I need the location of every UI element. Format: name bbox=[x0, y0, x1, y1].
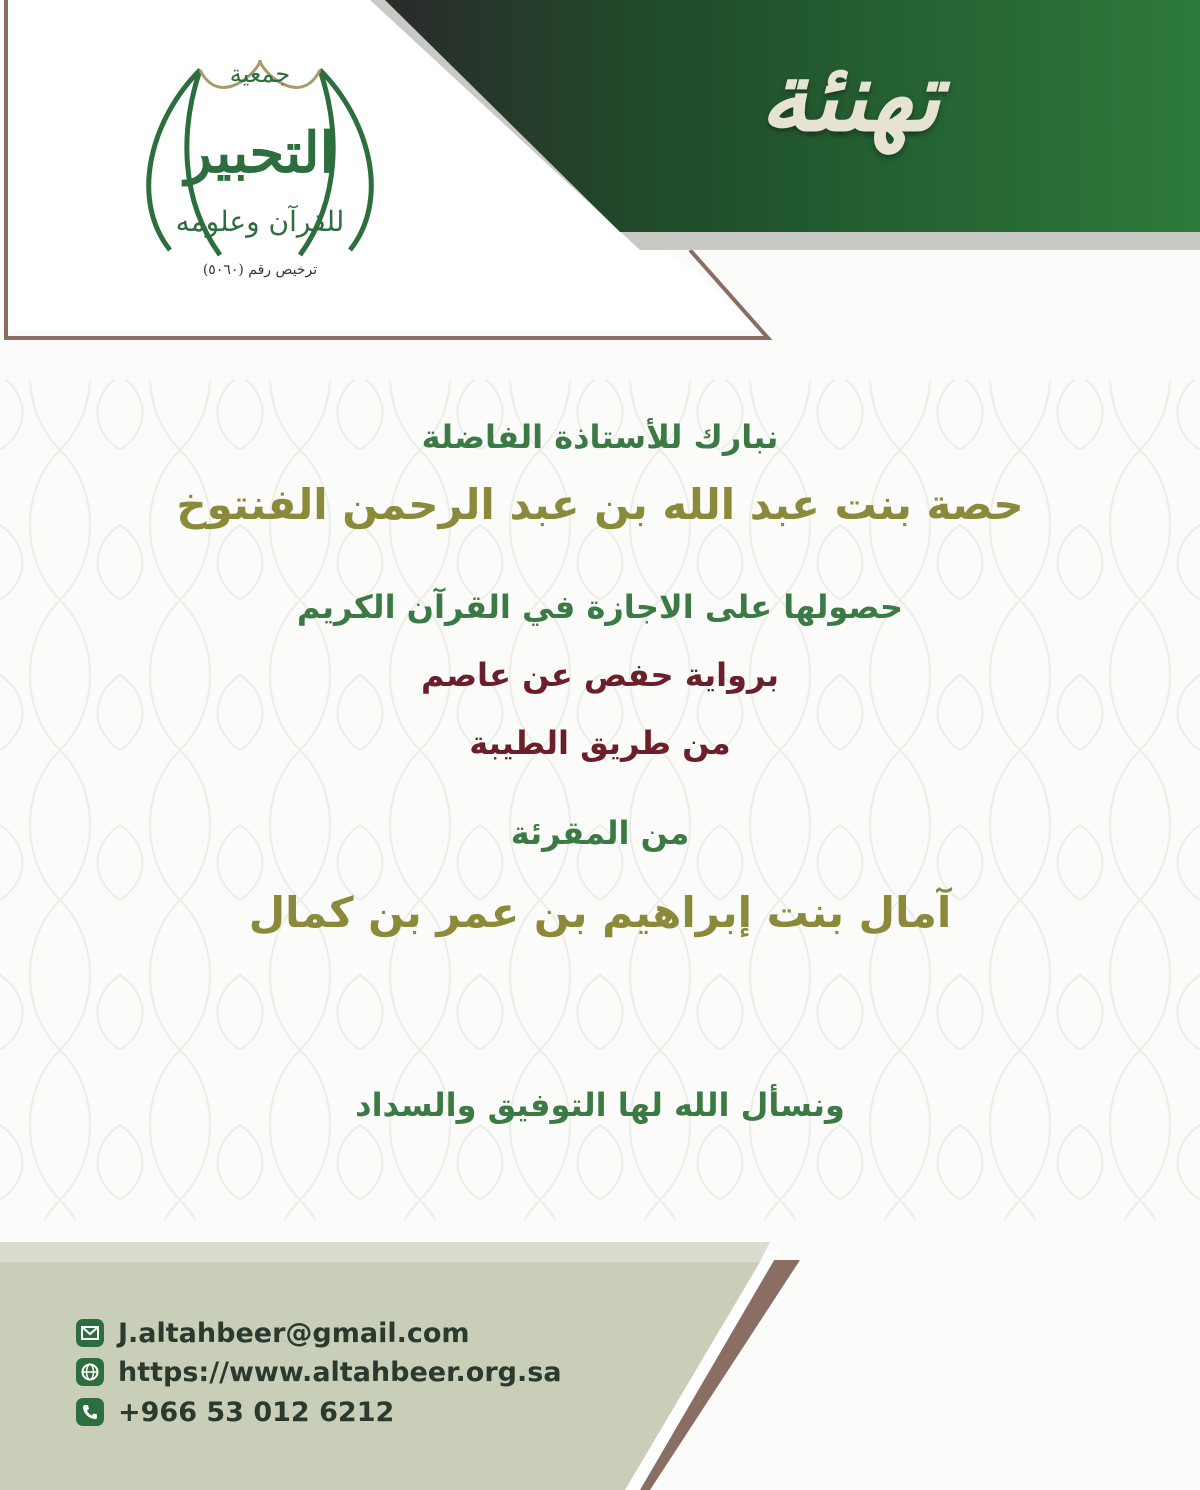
phone-text: +966 53 012 6212 bbox=[118, 1396, 395, 1428]
email-icon bbox=[76, 1319, 104, 1347]
email-text: J.altahbeer@gmail.com bbox=[118, 1317, 470, 1349]
contact-email[interactable] bbox=[76, 1318, 470, 1348]
footer-banner bbox=[0, 1220, 1200, 1490]
closing-line: ونسأل الله لها التوفيق والسداد bbox=[355, 1086, 845, 1124]
website-text: https://www.altahbeer.org.sa bbox=[118, 1356, 562, 1388]
phone-icon bbox=[76, 1398, 104, 1426]
teacher-name: آمال بنت إبراهيم بن عمر بن كمال bbox=[248, 888, 952, 937]
teacher-intro: من المقرئة bbox=[510, 814, 690, 852]
logo-prefix: جمعية bbox=[229, 60, 291, 88]
narration-line: برواية حفص عن عاصم bbox=[421, 656, 779, 694]
recipient-name: حصة بنت عبد الله بن عبد الرحمن الفنتوخ bbox=[176, 480, 1024, 529]
achievement-line: حصولها على الاجازة في القرآن الكريم bbox=[296, 588, 904, 626]
logo-suffix: للقرآن وعلومه bbox=[175, 205, 345, 238]
contact-website[interactable] bbox=[76, 1357, 562, 1387]
logo-license: ترخيص رقم (٥٠٦٠) bbox=[202, 262, 318, 278]
globe-icon bbox=[76, 1358, 104, 1386]
intro-line: نبارك للأستاذة الفاضلة bbox=[421, 418, 779, 456]
association-logo bbox=[130, 50, 390, 290]
header-title: تهنئة bbox=[759, 40, 941, 153]
logo-name: التحبير bbox=[184, 120, 336, 186]
path-line: من طريق الطيبة bbox=[469, 724, 731, 762]
contact-phone[interactable] bbox=[76, 1397, 394, 1427]
